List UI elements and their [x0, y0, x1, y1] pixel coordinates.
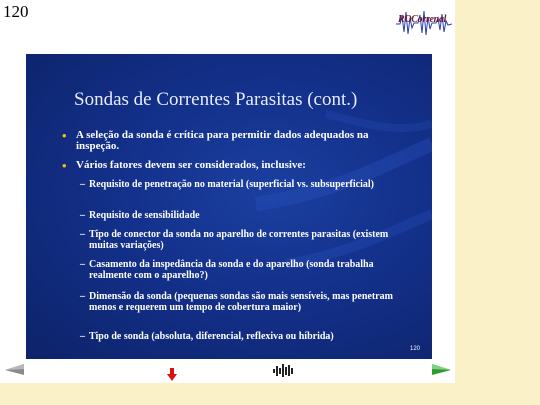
bullet-item: [62, 128, 396, 152]
right-arrow-icon[interactable]: [432, 362, 451, 374]
subbullet-text: Requisito de sensibilidade: [89, 210, 200, 221]
slide-title: Sondas de Correntes Parasitas (cont.): [74, 89, 358, 110]
subbullet-item: [80, 229, 407, 251]
subbullet-item: [80, 291, 407, 313]
logo-text: ROCorrenal: [398, 14, 447, 25]
subbullet-text: Tipo de conector da sonda no aparelho de correntes parasitas (existem muitas variações): [89, 229, 389, 251]
dash-icon: –: [80, 331, 85, 342]
dash-icon: –: [80, 210, 85, 221]
bullet-dot-icon: •: [62, 128, 67, 143]
dash-icon: –: [80, 291, 85, 302]
left-arrow-icon[interactable]: [5, 362, 24, 374]
audio-waveform-icon[interactable]: [272, 364, 296, 377]
bullet-dot-icon: •: [62, 158, 67, 173]
subbullet-item: [80, 210, 407, 222]
slide-number: 120: [410, 346, 421, 352]
bullet-text: Vários fatores devem ser considerados, inclusive:: [76, 159, 306, 171]
subbullet-item: [80, 179, 407, 191]
dash-icon: –: [80, 259, 85, 270]
subbullet-text: Tipo de sonda (absoluta, diferencial, reflexiva ou híbrida): [89, 331, 334, 342]
dash-icon: –: [80, 179, 85, 190]
bullet-text: A seleção da sonda é crítica para permitir dados adequados na inspeção.: [76, 129, 369, 152]
page-number: 120: [3, 2, 29, 21]
subbullet-item: [80, 259, 407, 281]
subbullet-text: Casamento da inspedância da sonda e do aparelho (sonda trabalha realmente com o aparelho?): [89, 259, 374, 281]
subbullet-item: [80, 331, 407, 343]
logo: [396, 6, 452, 40]
down-arrow-icon[interactable]: [167, 368, 177, 381]
subbullet-text: Dimensão da sonda (pequenas sondas são mais sensíveis, mas penetram menos e requerem um tempo de cobertura maior): [89, 291, 393, 313]
bullet-item: [62, 158, 396, 173]
slide: [26, 54, 432, 359]
subbullet-text: Requisito de penetração no material (superficial vs. subsuperficial): [89, 179, 374, 190]
dash-icon: –: [80, 229, 85, 240]
